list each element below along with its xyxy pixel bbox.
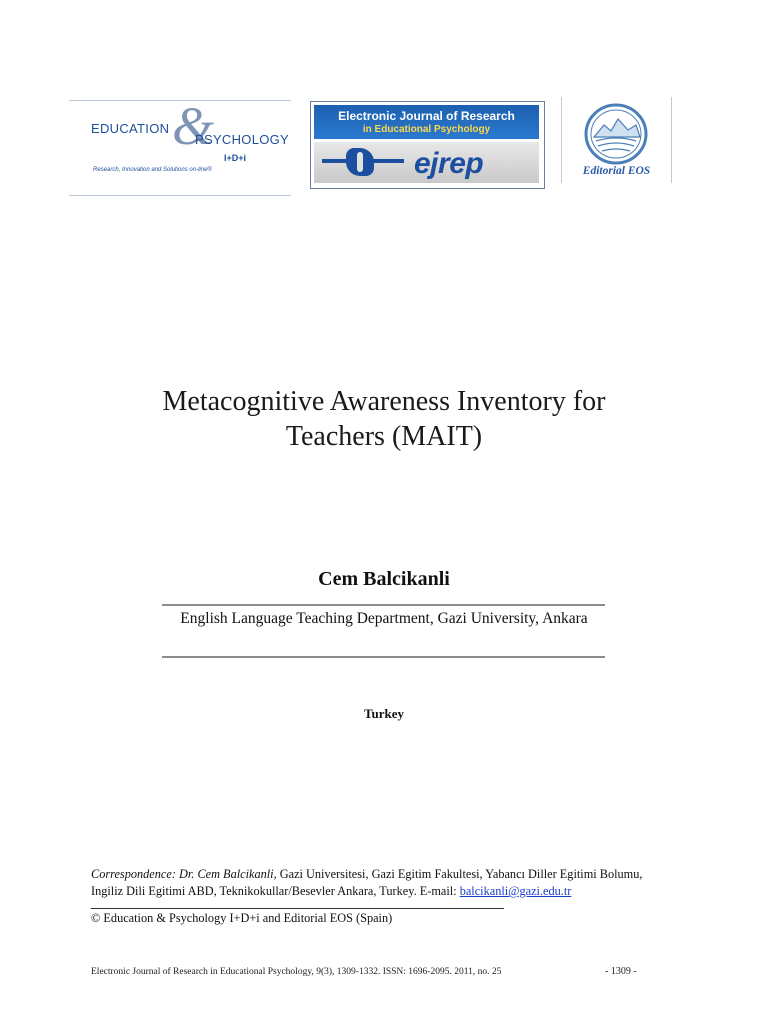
logo-idi-suffix: I+D+i [224,153,247,163]
eos-mountain-emblem-icon [584,103,648,165]
ejrep-title-line1: Electronic Journal of Research [338,109,515,123]
copyright-notice: © Education & Psychology I+D+i and Editorial EOS (Spain) [91,911,393,925]
logo-ampersand: & [172,96,215,156]
ejrep-wordmark: ejrep [414,147,484,180]
correspondence-email-link[interactable]: balcikanli@gazi.edu.tr [459,884,572,898]
author-divider-top [162,604,605,606]
ejrep-title-line2: in Educational Psychology [362,124,491,135]
ejrep-title-band [314,105,539,139]
ejrep-logo [310,101,545,189]
eos-logo-label: Editorial EOS [582,165,651,177]
author-divider-bottom [162,656,605,658]
paper-title-line2: Teachers (MAIT) [285,421,483,452]
paper-title-line1: Metacognitive Awareness Inventory for [162,386,606,417]
ejrep-emblem-slot [357,152,363,172]
author-affiliation: English Language Teaching Department, Gazi University, Ankara [180,610,588,627]
paper-title [0,384,768,454]
logo-tagline: Research, Innovation and Solutions on-line® [93,167,212,173]
editorial-eos-logo [561,97,672,183]
journal-citation-footer: Electronic Journal of Research in Educational Psychology, 9(3), 1309-1332. ISSN: 1696-2095. 2011, no. 25 [91,967,502,977]
copyright-divider [91,908,504,909]
education-psychology-logo [69,96,291,196]
correspondence-address-line2: Ingiliz Dili Egitimi ABD, Teknikokullar/Besevler Ankara, Turkey. E-mail: [91,884,460,898]
author-name: Cem Balcikanli [318,568,450,590]
ejrep-wordmark-area [314,142,539,183]
logo-word-psychology: PSYCHOLOGY [195,132,290,147]
correspondence-lead: Correspondence: Dr. Cem Balcikanli, [91,867,277,881]
correspondence-address-line1: Gazi Universitesi, Gazi Egitim Fakultesi, Yabancı Diller Egitimi Bolumu, [276,867,643,881]
author-country: Turkey [364,706,404,721]
correspondence-note [91,866,691,900]
logo-word-education: EDUCATION [91,121,170,136]
page-number: - 1309 - [605,966,637,977]
